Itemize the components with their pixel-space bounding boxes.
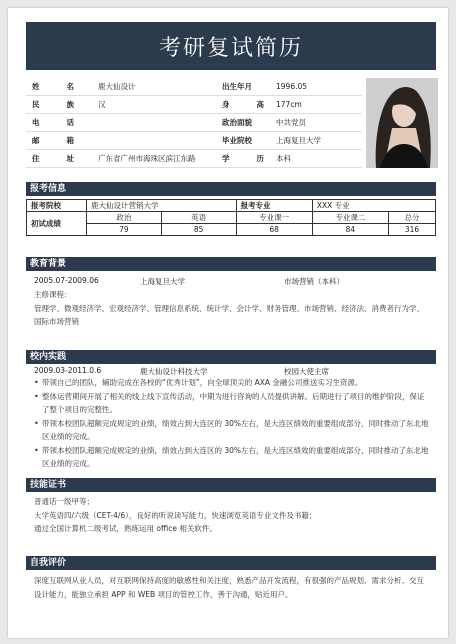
section-header-self: 自我评价: [26, 556, 436, 570]
education-school: 上海复旦大学: [140, 277, 185, 286]
exam-major-label: 报考专业: [236, 200, 312, 212]
info-label-char: 历: [256, 154, 264, 163]
section-header-campus: 校内实践: [26, 350, 436, 364]
campus-org: 鹿大仙设计科技大学: [140, 367, 208, 376]
exam-subject: 英语: [161, 212, 236, 224]
skill-line: 通过全国计算机二级考试，熟练运用 office 相关软件。: [34, 524, 217, 533]
exam-school-value: 鹿大仙设计营销大学: [87, 200, 237, 212]
info-value: 广东省广州市海珠区滨江东路: [98, 154, 196, 163]
resume-page: [8, 8, 448, 638]
info-label-char: 名: [66, 82, 74, 91]
info-label-char: 姓: [32, 82, 40, 91]
info-value: 177cm: [276, 100, 302, 109]
education-courses: [34, 288, 430, 329]
info-label-char: 高: [256, 100, 264, 109]
exam-score: 85: [161, 224, 236, 236]
exam-row-scores: [27, 224, 436, 236]
info-label-char: 民: [32, 100, 40, 109]
section-header-education: 教育背景: [26, 257, 436, 271]
info-label: 政治面貌: [222, 118, 252, 127]
education-major: 市场营销（本科）: [284, 277, 344, 286]
info-label: [222, 150, 264, 168]
info-divider: [26, 95, 362, 96]
info-value: 1996.05: [276, 82, 308, 91]
info-label: [32, 132, 74, 150]
info-label-char: 电: [32, 118, 40, 127]
info-label-char: 族: [66, 100, 74, 109]
exam-score: 84: [312, 224, 388, 236]
exam-major-value: XXX 专业: [312, 200, 435, 212]
exam-row-school: [27, 200, 436, 212]
info-value: 本科: [276, 154, 291, 163]
campus-entry: [34, 366, 329, 376]
resume-title: 考研复试简历: [158, 35, 303, 61]
info-label: 毕业院校: [222, 136, 252, 145]
section-header-exam: 报考信息: [26, 182, 436, 196]
info-label: [32, 78, 74, 96]
exam-subject: 专业课二: [312, 212, 388, 224]
info-label-char: 话: [66, 118, 74, 127]
personal-info: [26, 78, 436, 170]
info-value: 上海复旦大学: [276, 136, 321, 145]
portrait-image: [366, 78, 438, 168]
info-label-char: 址: [66, 154, 74, 163]
info-label: [222, 96, 264, 114]
info-label: 出生年月: [222, 82, 252, 91]
campus-bullet: • 整体运营期间开展了相关的线上线下宣传活动，中期为进行咨询的人员提供讲解。后期进行了项目的维护阶段，保证了整个项目的完整性。: [34, 390, 430, 417]
education-period: 2005.07-2009.06: [34, 276, 99, 285]
info-label-char: 住: [32, 154, 40, 163]
info-label: [32, 96, 74, 114]
exam-score: 79: [87, 224, 162, 236]
campus-bullet: • 带领本校团队超额完成规定的业绩，绩效占到大连区的 30%左右，是大连区绩效的重要组成部分，同时推动了东北地区业绩的完成。: [34, 417, 430, 444]
exam-school-label: 报考院校: [27, 200, 87, 212]
section-header-skills: 技能证书: [26, 478, 436, 492]
exam-score: 68: [236, 224, 312, 236]
courses-label: 主修课程：: [34, 290, 72, 299]
skill-line: 普通话一级甲等；: [34, 497, 94, 506]
campus-bullet: • 带领自己的团队，辅助完成在各校的“优秀计划”，向全球顶尖的 AXA 金融公司推送实习生资源。: [34, 376, 430, 390]
info-label: [32, 150, 74, 168]
exam-table: [26, 199, 436, 236]
exam-subject: 专业课一: [236, 212, 312, 224]
info-value: 汉: [98, 100, 106, 109]
campus-bullets: [34, 376, 430, 471]
info-label-char: 身: [222, 100, 230, 109]
info-label-char: 邮: [32, 136, 40, 145]
campus-period: 2009.03-2011.0.6: [34, 366, 102, 375]
exam-score: 316: [389, 224, 436, 236]
skills-list: [34, 495, 430, 536]
self-evaluation: 深度互联网从业人员，对互联网保持高度的敏感性和关注度，熟悉产品开发流程，有很强的产品规划、需求分析、交互设计能力，能独立承担 APP 和 WEB 项目的管控工作，善于沟通，贴近用户。: [34, 576, 424, 599]
courses-list: 管理学、微观经济学、宏观经济学、管理信息系统、统计学、会计学、财务管理、市场营销、经济法、消费者行为学、国际市场营销: [34, 303, 424, 326]
education-entry: [34, 276, 344, 286]
info-divider: [26, 113, 362, 114]
info-value: 中共党员: [276, 118, 306, 127]
title-bar: [26, 22, 436, 70]
info-label-char: 箱: [66, 136, 74, 145]
profile-photo: [366, 78, 438, 168]
exam-subject: 总分: [389, 212, 436, 224]
campus-role: 校园大使主席: [284, 367, 329, 376]
campus-bullet: • 带领本校团队超额完成规定的业绩，绩效占到大连区的 30%左右，是大连区绩效的重要组成部分，同时推动了东北地区业绩的完成。: [34, 444, 430, 471]
exam-score-label: 初试成绩: [27, 212, 87, 236]
skill-line: 大学英语四/六级（CET-4/6），良好的听说读写能力，快速浏览英语专业文件及书籍；: [34, 510, 317, 520]
info-value: 鹿大仙设计: [98, 82, 136, 91]
exam-row-subjects: [27, 212, 436, 224]
exam-subject: 政治: [87, 212, 162, 224]
info-label-char: 学: [222, 154, 230, 163]
info-label: [32, 114, 74, 132]
